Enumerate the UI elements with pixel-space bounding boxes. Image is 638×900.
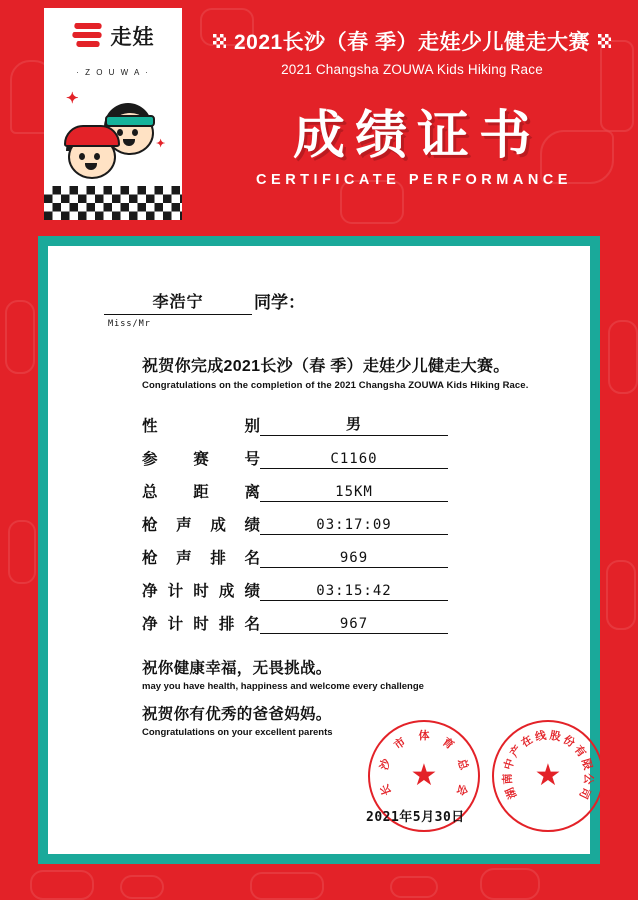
- seal-char: 线: [534, 729, 548, 744]
- result-label: 性 别: [142, 418, 260, 435]
- sparkle-icon: ✦: [66, 90, 79, 107]
- wish-two-cn: 祝贺你有优秀的爸爸妈妈。: [142, 706, 332, 723]
- seal-char: 市: [392, 735, 409, 753]
- congratulation-en: Congratulations on the completion of the 2021 Changsha ZOUWA Kids Hiking Race.: [142, 380, 529, 391]
- sparkle-icon: ✦: [156, 138, 166, 150]
- certificate-frame: [38, 236, 600, 864]
- result-row: [142, 413, 534, 436]
- certificate-title-en: CERTIFICATE PERFORMANCE: [256, 172, 572, 188]
- seal-char: 沙: [378, 757, 394, 772]
- result-label: 枪 声 排 名: [142, 550, 260, 567]
- seal-char: 股: [548, 729, 562, 744]
- wish-two-en: Congratulations on your excellent parents: [142, 727, 333, 738]
- result-row: [142, 612, 534, 634]
- result-value: 03:15:42: [260, 583, 448, 601]
- congratulation-cn: 祝贺你完成2021长沙（春 季）走娃少儿健走大赛。: [142, 358, 510, 375]
- certificate-title-cn: 成绩证书: [292, 107, 541, 165]
- result-label: 总 距 离: [142, 484, 260, 501]
- result-label: 净 计 时 排 名: [142, 616, 260, 633]
- race-title-en: 2021 Changsha ZOUWA Kids Hiking Race: [281, 62, 543, 77]
- brand-logo-card: [44, 8, 182, 186]
- race-title-cn: 2021长沙（春 季）走娃少儿健走大赛: [233, 31, 591, 54]
- zouwa-swoosh-icon: [72, 22, 106, 52]
- seal-char: 体: [418, 730, 430, 742]
- brand-logo-word: 走娃: [110, 25, 155, 49]
- seal-char: 湖: [503, 785, 520, 801]
- miss-mr-label: Miss/Mr: [108, 319, 151, 329]
- brand-logo: [44, 8, 182, 66]
- result-value: 男: [260, 413, 448, 436]
- wish-one-en: may you have health, happiness and welcome every challenge: [142, 681, 424, 692]
- seal-char: 会: [454, 782, 470, 797]
- result-value: 03:17:09: [260, 517, 448, 535]
- checkered-strip: [44, 186, 182, 220]
- header: [0, 0, 638, 200]
- seal-char: 份: [560, 733, 577, 750]
- seal-char: 在: [519, 733, 536, 750]
- checkered-flag-icon: [598, 34, 611, 48]
- race-title-row: [186, 26, 638, 56]
- result-row: [142, 447, 534, 469]
- star-icon: ★: [410, 759, 438, 792]
- seal-area: [104, 720, 595, 832]
- salutation: [104, 288, 534, 315]
- seal-char: 总: [454, 757, 470, 772]
- result-row: [142, 513, 534, 535]
- result-row: [142, 579, 534, 601]
- seal-date: 2021年5月30日: [366, 810, 465, 825]
- seal-char: 中: [502, 757, 518, 772]
- certificate-paper: [48, 246, 595, 854]
- result-label: 参 赛 号: [142, 451, 260, 468]
- seal-char: 司: [576, 785, 593, 801]
- result-value: 967: [260, 616, 448, 634]
- seal-company: [492, 720, 604, 832]
- result-value: C1160: [260, 451, 448, 469]
- result-value: 15KM: [260, 484, 448, 502]
- title-block: [186, 26, 638, 188]
- result-label: 净 计 时 成 绩: [142, 583, 260, 600]
- seal-char: 南: [501, 772, 515, 785]
- star-icon: ★: [534, 759, 562, 792]
- result-label: 枪 声 成 绩: [142, 517, 260, 534]
- seal-char: 限: [578, 757, 594, 772]
- seal-char: 公: [581, 772, 595, 785]
- salutation-suffix: 同学：: [254, 293, 305, 312]
- checkered-flag-icon: [213, 34, 226, 48]
- mascot-kid-red: [64, 123, 118, 185]
- result-row: [142, 546, 534, 568]
- seal-char: 产: [508, 743, 525, 760]
- seal-char: 有: [571, 743, 588, 760]
- seal-char: 育: [439, 735, 456, 753]
- seal-char: 长: [378, 782, 394, 797]
- congratulation-block: [142, 353, 534, 391]
- recipient-name: 李浩宁: [104, 289, 252, 315]
- brand-logo-sub: · Z O U W A ·: [76, 68, 150, 77]
- wish-one-cn: 祝你健康幸福，无畏挑战。: [142, 660, 332, 677]
- result-fields: [142, 413, 534, 634]
- result-row: [142, 480, 534, 502]
- mascot-illustration: [44, 77, 182, 195]
- result-value: 969: [260, 550, 448, 568]
